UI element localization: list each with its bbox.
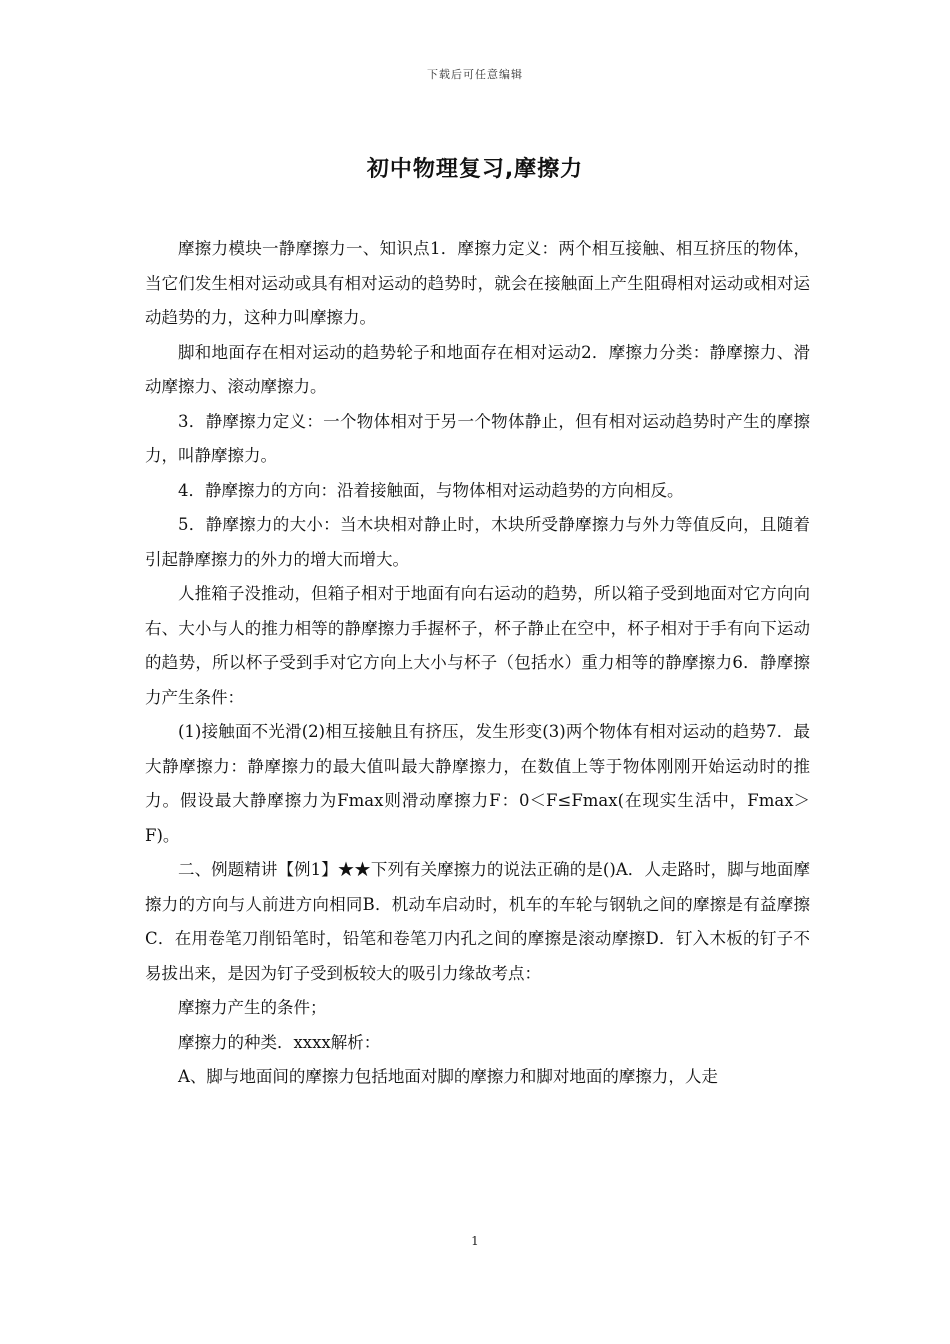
paragraph: 脚和地面存在相对运动的趋势轮子和地面存在相对运动2．摩擦力分类：静摩擦力、滑动摩擦力、滚动摩擦力。 [145, 342, 810, 396]
paragraph: 4．静摩擦力的方向：沿着接触面，与物体相对运动趋势的方向相反。 [178, 480, 684, 500]
header-note: 下载后可任意编辑 [427, 68, 523, 81]
paragraph: (1)接触面不光滑(2)相互接触且有挤压，发生形变(3)两个物体有相对运动的趋势7．最大静摩擦力：静摩擦力的最大值叫最大静摩擦力，在数值上等于物体刚刚开始运动时的推力。假设最大静摩擦力为Fmax则滑动摩擦力F：0＜F≤Fmax(在现实生活中，Fmax＞F)。 [145, 722, 810, 845]
page-number: 1 [471, 1234, 479, 1248]
document-title: 初中物理复习,摩擦力 [366, 157, 584, 182]
paragraph: 摩擦力产生的条件； [178, 998, 327, 1017]
paragraph: 摩擦力的种类．xxxx解析： [178, 1032, 381, 1052]
paragraph: 3．静摩擦力定义：一个物体相对于另一个物体静止，但有相对运动趋势时产生的摩擦力，叫静摩擦力。 [145, 411, 810, 465]
document-body [145, 232, 810, 1095]
paragraph: 5．静摩擦力的大小：当木块相对静止时，木块所受静摩擦力与外力等值反向，且随着引起静摩擦力的外力的增大而增大。 [145, 515, 810, 569]
paragraph: 二、例题精讲【例1】★★下列有关摩擦力的说法正确的是()A．人走路时，脚与地面摩擦力的方向与人前进方向相同B．机动车启动时，机车的车轮与钢轨之间的摩擦是有益摩擦C．在用卷笔刀削铅笔时，铅笔和卷笔刀内孔之间的摩擦是滚动摩擦D．钉入木板的钉子不易拔出来，是因为钉子受到板较大的吸引力缘故考点： [145, 860, 810, 983]
paragraph: 人推箱子没推动，但箱子相对于地面有向右运动的趋势，所以箱子受到地面对它方向向右、大小与人的推力相等的静摩擦力手握杯子，杯子静止在空中，杯子相对于手有向下运动的趋势，所以杯子受到手对它方向上大小与杯子（包括水）重力相等的静摩擦力6．静摩擦力产生条件： [145, 584, 810, 707]
paragraph: A、脚与地面间的摩擦力包括地面对脚的摩擦力和脚对地面的摩擦力，人走 [178, 1067, 718, 1086]
paragraph: 摩擦力模块一静摩擦力一、知识点1．摩擦力定义：两个相互接触、相互挤压的物体，当它们发生相对运动或具有相对运动的趋势时，就会在接触面上产生阻碍相对运动或相对运动趋势的力，这种力叫摩擦力。 [145, 239, 810, 327]
